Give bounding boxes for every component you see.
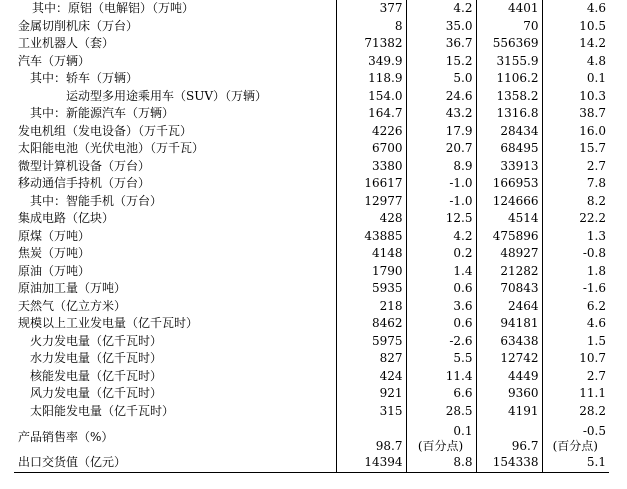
cell-value: 21282 bbox=[476, 263, 542, 281]
cell-value-with-unit bbox=[406, 420, 476, 454]
row-label: 其中：智能手机（万台） bbox=[14, 193, 336, 211]
table-row bbox=[14, 350, 609, 368]
table-row bbox=[14, 263, 609, 281]
cell-value: 1316.8 bbox=[476, 105, 542, 123]
cell-value: 4.2 bbox=[406, 228, 476, 246]
cell-value: 4.2 bbox=[406, 0, 476, 18]
cell-value: 0.2 bbox=[406, 245, 476, 263]
cell-value: 17.9 bbox=[406, 123, 476, 141]
cell-value: 63438 bbox=[476, 333, 542, 351]
table-row bbox=[14, 35, 609, 53]
row-label: 工业机器人（套） bbox=[14, 35, 336, 53]
cell-value: 827 bbox=[336, 350, 406, 368]
cell-value: 70 bbox=[476, 18, 542, 36]
table-row bbox=[14, 53, 609, 71]
cell-value: 10.7 bbox=[579, 351, 606, 366]
cell-value: 12977 bbox=[336, 193, 406, 211]
cell-value: 377 bbox=[336, 0, 406, 18]
row-label: 其中：新能源汽车（万辆） bbox=[14, 105, 336, 123]
row-label: 核能发电量（亿千瓦时） bbox=[14, 368, 336, 386]
cell-value: 70843 bbox=[476, 280, 542, 298]
table-row bbox=[14, 280, 609, 298]
table-row bbox=[14, 315, 609, 333]
table-row bbox=[14, 193, 609, 211]
cell-value: 8462 bbox=[336, 315, 406, 333]
cell-value: 43.2 bbox=[406, 105, 476, 123]
table-row bbox=[14, 70, 609, 88]
cell-value: 6.6 bbox=[406, 385, 476, 403]
cell-value: 921 bbox=[336, 385, 406, 403]
cell-value: 48927 bbox=[476, 245, 542, 263]
cell-value: 6700 bbox=[336, 140, 406, 158]
cell-unit: (百分点) bbox=[417, 439, 464, 453]
table-row bbox=[14, 105, 609, 123]
table-footer bbox=[14, 420, 609, 472]
cell-value: 1106.2 bbox=[476, 70, 542, 88]
cell-value: 14.2 bbox=[579, 36, 606, 51]
table-row bbox=[14, 385, 609, 403]
table-row bbox=[14, 0, 609, 18]
cell-value: 96.7 bbox=[476, 420, 542, 454]
cell-value: 43885 bbox=[336, 228, 406, 246]
table-row bbox=[14, 158, 609, 176]
cell-value: 6.2 bbox=[586, 298, 606, 313]
cell-value: 12742 bbox=[476, 350, 542, 368]
cell-value: 5.1 bbox=[542, 454, 609, 472]
cell-value: 4148 bbox=[336, 245, 406, 263]
cell-value: 9360 bbox=[476, 385, 542, 403]
row-label: 集成电路（亿块） bbox=[14, 210, 336, 228]
cell-value: 98.7 bbox=[336, 420, 406, 454]
cell-value: 71382 bbox=[336, 35, 406, 53]
cell-value: 3155.9 bbox=[476, 53, 542, 71]
cell-value: 4514 bbox=[476, 210, 542, 228]
table-row bbox=[14, 88, 609, 106]
cell-value: 11.4 bbox=[406, 368, 476, 386]
row-label: 汽车（万辆） bbox=[14, 53, 336, 71]
cell-value: 35.0 bbox=[406, 18, 476, 36]
cell-value: 424 bbox=[336, 368, 406, 386]
cell-value: 15.7 bbox=[579, 141, 606, 156]
row-label: 焦炭（万吨） bbox=[14, 245, 336, 263]
cell-value: 1790 bbox=[336, 263, 406, 281]
cell-value: 218 bbox=[336, 298, 406, 316]
cell-value: 22.2 bbox=[579, 211, 606, 226]
cell-value: 3.6 bbox=[406, 298, 476, 316]
table-row bbox=[14, 210, 609, 228]
cell-value: -1.0 bbox=[406, 175, 476, 193]
cell-value: 0.6 bbox=[406, 280, 476, 298]
cell-value: 3380 bbox=[336, 158, 406, 176]
row-label: 发电机组（发电设备）（万千瓦） bbox=[14, 123, 336, 141]
row-label: 运动型多用途乘用车（SUV）（万辆） bbox=[14, 88, 336, 106]
table-row bbox=[14, 140, 609, 158]
cell-value: 15.2 bbox=[406, 53, 476, 71]
cell-value: -2.6 bbox=[406, 333, 476, 351]
cell-value: 475896 bbox=[476, 228, 542, 246]
row-label: 天然气（亿立方米） bbox=[14, 298, 336, 316]
row-label: 规模以上工业发电量（亿千瓦时） bbox=[14, 315, 336, 333]
cell-value: 118.9 bbox=[336, 70, 406, 88]
cell-value: 5975 bbox=[336, 333, 406, 351]
cell-value: 28.2 bbox=[579, 403, 606, 418]
cell-value: 5935 bbox=[336, 280, 406, 298]
table-row bbox=[14, 175, 609, 193]
row-label: 火力发电量（亿千瓦时） bbox=[14, 333, 336, 351]
cell-unit: (百分点) bbox=[552, 439, 598, 453]
cell-value: 1.4 bbox=[406, 263, 476, 281]
table-row bbox=[14, 298, 609, 316]
cell-value: 28.5 bbox=[406, 403, 476, 421]
cell-value: 33913 bbox=[476, 158, 542, 176]
table-row bbox=[14, 403, 609, 421]
cell-value: 4.8 bbox=[586, 53, 606, 68]
cell-value: 8.9 bbox=[406, 158, 476, 176]
cell-value: 428 bbox=[336, 210, 406, 228]
cell-value: 556369 bbox=[476, 35, 542, 53]
cell-value: 0.1 bbox=[453, 424, 473, 438]
cell-value: 8.8 bbox=[406, 454, 476, 472]
cell-value: -1.0 bbox=[406, 193, 476, 211]
cell-value: 12.5 bbox=[406, 210, 476, 228]
cell-value: -0.8 bbox=[582, 246, 606, 261]
table-row bbox=[14, 245, 609, 263]
row-label: 原油加工量（万吨） bbox=[14, 280, 336, 298]
cell-value: 1358.2 bbox=[476, 88, 542, 106]
cell-value: 16.0 bbox=[579, 123, 606, 138]
table-row-sales-rate bbox=[14, 420, 609, 454]
cell-value: 154.0 bbox=[336, 88, 406, 106]
cell-value: 4191 bbox=[476, 403, 542, 421]
cell-value: 166953 bbox=[476, 175, 542, 193]
cell-value: 0.6 bbox=[406, 315, 476, 333]
cell-value: 5.5 bbox=[406, 350, 476, 368]
cell-value: 349.9 bbox=[336, 53, 406, 71]
cell-value: -0.5 bbox=[582, 424, 606, 438]
row-label: 水力发电量（亿千瓦时） bbox=[14, 350, 336, 368]
cell-value: 164.7 bbox=[336, 105, 406, 123]
cell-value: 14394 bbox=[336, 454, 406, 472]
cell-value: 20.7 bbox=[406, 140, 476, 158]
cell-value: 154338 bbox=[476, 454, 542, 472]
cell-value: 7.8 bbox=[586, 176, 606, 191]
table-row bbox=[14, 333, 609, 351]
cell-value: 2464 bbox=[476, 298, 542, 316]
row-label: 微型计算机设备（万台） bbox=[14, 158, 336, 176]
table-row bbox=[14, 368, 609, 386]
cell-value: 16617 bbox=[336, 175, 406, 193]
row-label: 出口交货值（亿元） bbox=[14, 454, 336, 472]
row-label: 其中：原铝（电解铝）（万吨） bbox=[14, 0, 336, 18]
cell-value: 10.3 bbox=[579, 88, 606, 103]
cell-value: 24.6 bbox=[406, 88, 476, 106]
row-label: 金属切削机床（万台） bbox=[14, 18, 336, 36]
cell-value: 4449 bbox=[476, 368, 542, 386]
cell-value: 8.2 bbox=[586, 193, 606, 208]
cell-value: 315 bbox=[336, 403, 406, 421]
row-label: 原煤（万吨） bbox=[14, 228, 336, 246]
cell-value: 2.7 bbox=[586, 368, 606, 383]
table-body bbox=[14, 0, 609, 420]
cell-value: 38.7 bbox=[579, 106, 606, 121]
row-label: 太阳能发电量（亿千瓦时） bbox=[14, 403, 336, 421]
row-label: 原油（万吨） bbox=[14, 263, 336, 281]
cell-value: 5.0 bbox=[406, 70, 476, 88]
cell-value: 4.6 bbox=[586, 316, 606, 331]
cell-value: 124666 bbox=[476, 193, 542, 211]
industrial-output-table bbox=[14, 0, 609, 473]
cell-value: 4226 bbox=[336, 123, 406, 141]
table-row bbox=[14, 123, 609, 141]
cell-value: 11.1 bbox=[579, 386, 606, 401]
row-label: 其中：轿车（万辆） bbox=[14, 70, 336, 88]
table-row-export-value bbox=[14, 454, 609, 472]
cell-value: 2.7 bbox=[586, 158, 606, 173]
cell-value: 36.7 bbox=[406, 35, 476, 53]
cell-value: 10.5 bbox=[579, 18, 606, 33]
cell-value: 4401 bbox=[476, 0, 542, 18]
cell-value: 1.8 bbox=[586, 263, 606, 278]
row-label: 太阳能电池（光伏电池）（万千瓦） bbox=[14, 140, 336, 158]
cell-value: 0.1 bbox=[586, 71, 606, 86]
cell-value: 8 bbox=[336, 18, 406, 36]
cell-value: 4.6 bbox=[586, 1, 606, 16]
table-row bbox=[14, 18, 609, 36]
cell-value: 28434 bbox=[476, 123, 542, 141]
table-row bbox=[14, 228, 609, 246]
cell-value-with-unit bbox=[542, 420, 609, 454]
cell-value: -1.6 bbox=[582, 281, 606, 296]
row-label: 移动通信手持机（万台） bbox=[14, 175, 336, 193]
row-label: 产品销售率（%） bbox=[14, 420, 336, 454]
cell-value: 1.3 bbox=[586, 228, 606, 243]
cell-value: 94181 bbox=[476, 315, 542, 333]
cell-value: 1.5 bbox=[586, 333, 606, 348]
row-label: 风力发电量（亿千瓦时） bbox=[14, 385, 336, 403]
cell-value: 68495 bbox=[476, 140, 542, 158]
